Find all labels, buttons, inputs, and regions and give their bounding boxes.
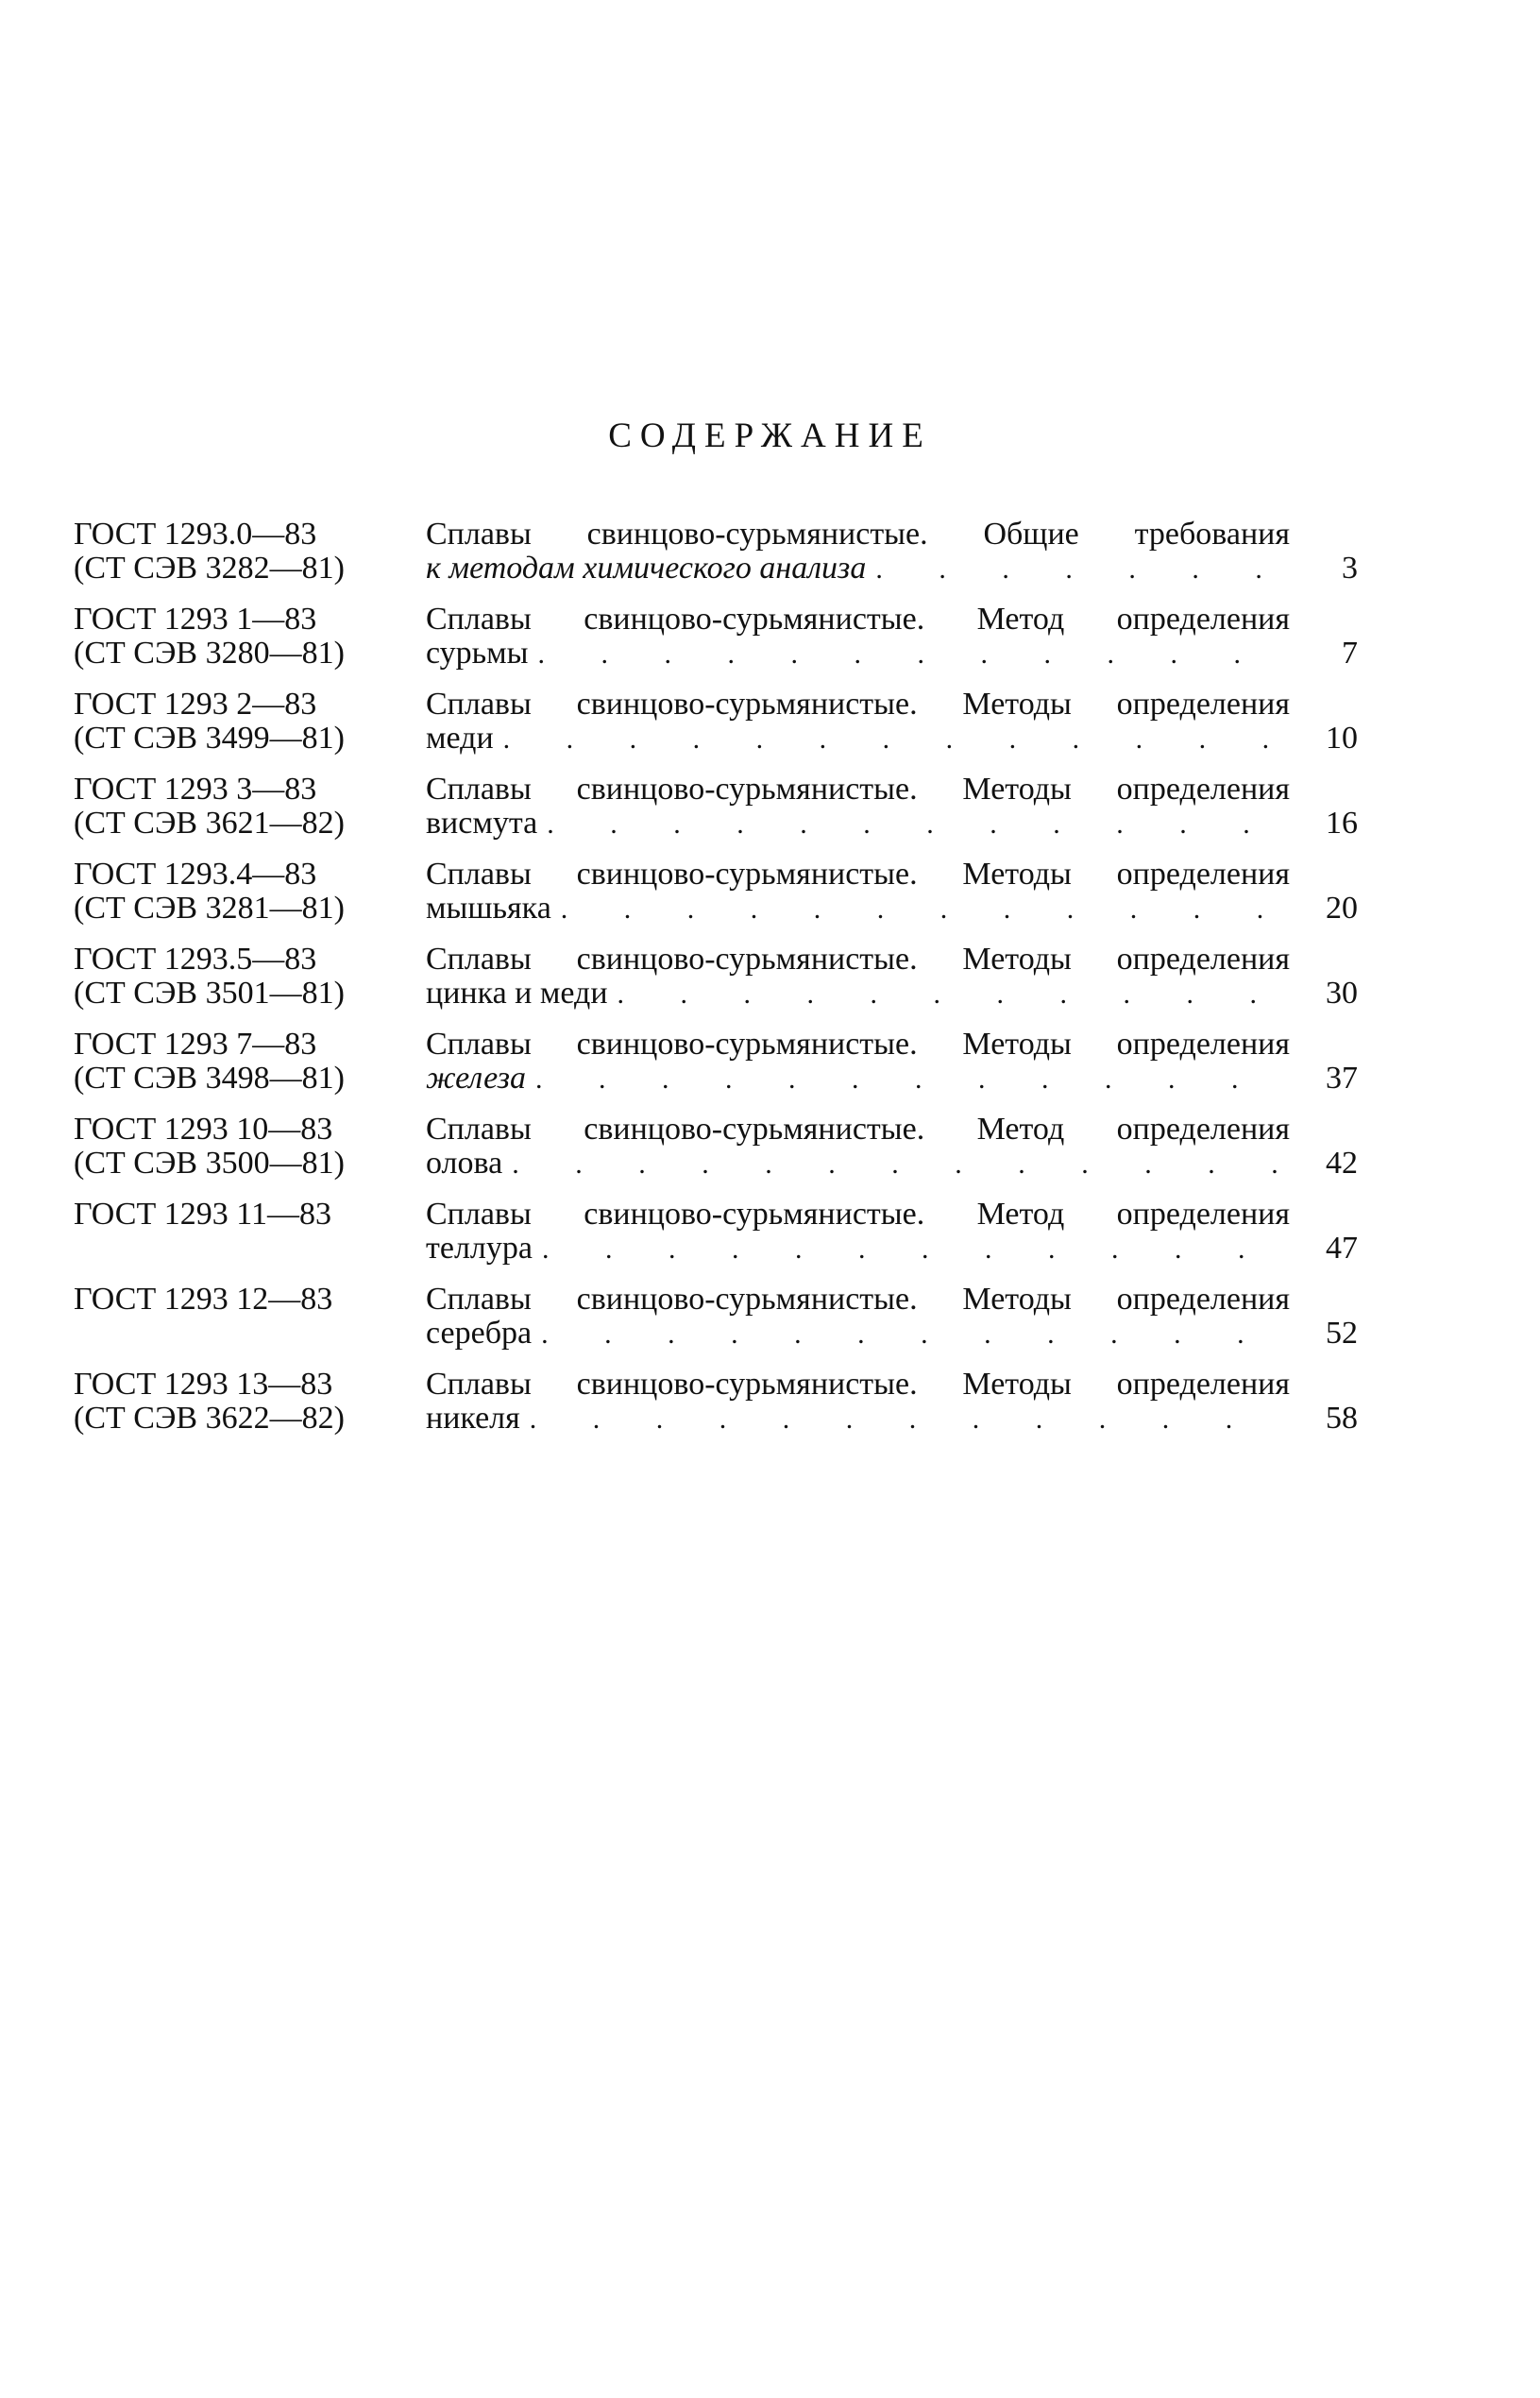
entry-title-line2: мышьяка [426, 891, 551, 926]
standard-ref [74, 518, 414, 586]
entry-title [426, 518, 1361, 587]
standard-number: ГОСТ 1293 11—83 [74, 1197, 331, 1232]
standard-ref [74, 1283, 414, 1317]
page-number: 7 [1342, 636, 1358, 671]
standard-number: ГОСТ 1293 10—83 [74, 1112, 333, 1147]
page-number: 42 [1326, 1146, 1358, 1181]
entry-title-line2: сурьмы [426, 636, 529, 671]
standard-number: ГОСТ 1293 13—83 [74, 1367, 333, 1402]
dot-leader [541, 1318, 1290, 1352]
page-number: 58 [1326, 1401, 1358, 1436]
entry-title-line2-row [426, 1232, 1290, 1267]
standard-number: ГОСТ 1293 2—83 [74, 687, 317, 722]
entry-title-line2: никеля [426, 1401, 520, 1436]
entry-title-line2-row [426, 892, 1290, 927]
entry-title [426, 858, 1361, 927]
entry-title-line2-row [426, 977, 1290, 1012]
entry-title [426, 943, 1361, 1012]
page-number: 52 [1326, 1316, 1358, 1351]
entry-title [426, 688, 1361, 757]
entry-title-line2: железа [426, 1061, 527, 1096]
dot-leader [535, 1063, 1290, 1097]
entry-title-line2: меди [426, 721, 494, 756]
page-number: 10 [1326, 721, 1358, 756]
entry-title-line2-row [426, 807, 1290, 842]
dot-leader [875, 553, 1290, 587]
toc-entry [74, 1283, 1358, 1368]
cmea-standard-number: (СТ СЭВ 3499—81) [74, 721, 345, 756]
entry-title-line2-row [426, 722, 1290, 757]
cmea-standard-number: (СТ СЭВ 3281—81) [74, 891, 345, 926]
standard-ref [74, 1198, 414, 1232]
dot-leader [538, 638, 1290, 672]
standard-ref [74, 603, 414, 671]
standard-ref [74, 1113, 414, 1181]
cmea-standard-number: (СТ СЭВ 3282—81) [74, 551, 345, 586]
toc-entry [74, 518, 1358, 603]
cmea-standard-number: (СТ СЭВ 3622—82) [74, 1401, 345, 1436]
entry-title-line1: Сплавы свинцово-сурьмянистые. Методы определения [426, 857, 1290, 892]
cmea-standard-number: (СТ СЭВ 3621—82) [74, 806, 345, 841]
standard-number: ГОСТ 1293.0—83 [74, 517, 317, 552]
entry-title-line1: Сплавы свинцово-сурьмянистые. Методы определения [426, 772, 1290, 807]
entry-title-line2: висмута [426, 806, 538, 841]
entry-title [426, 773, 1361, 842]
table-of-contents [74, 518, 1358, 1453]
standard-number: ГОСТ 1293 1—83 [74, 602, 317, 637]
standard-ref [74, 688, 414, 756]
standard-number: ГОСТ 1293.4—83 [74, 857, 317, 892]
page-number: 3 [1342, 551, 1358, 586]
dot-leader [618, 978, 1290, 1012]
entry-title-line1: Сплавы свинцово-сурьмянистые. Метод определения [426, 1112, 1290, 1147]
entry-title-line2: цинка и меди [426, 976, 608, 1011]
entry-title-line2-row [426, 637, 1290, 672]
entry-title [426, 1283, 1361, 1352]
page-number: 47 [1326, 1231, 1358, 1266]
cmea-standard-number: (СТ СЭВ 3498—81) [74, 1061, 345, 1096]
toc-entry [74, 1028, 1358, 1113]
dot-leader [547, 808, 1290, 842]
page-title: СОДЕРЖАНИЕ [608, 417, 932, 455]
entry-title-line2-row [426, 552, 1290, 587]
entry-title-line1: Сплавы свинцово-сурьмянистые. Метод определения [426, 1197, 1290, 1232]
entry-title-line1: Сплавы свинцово-сурьмянистые. Методы определения [426, 1367, 1290, 1402]
entry-title-line1: Сплавы свинцово-сурьмянистые. Методы определения [426, 687, 1290, 722]
toc-entry [74, 688, 1358, 773]
toc-entry [74, 943, 1358, 1028]
cmea-standard-number: (СТ СЭВ 3501—81) [74, 976, 345, 1011]
entry-title-line2: теллура [426, 1231, 533, 1266]
standard-number: ГОСТ 1293 12—83 [74, 1282, 333, 1317]
standard-ref [74, 773, 414, 841]
cmea-standard-number: (СТ СЭВ 3500—81) [74, 1146, 345, 1181]
toc-entry [74, 1198, 1358, 1283]
page-number: 16 [1326, 806, 1358, 841]
entry-title-line1: Сплавы свинцово-сурьмянистые. Методы определения [426, 1027, 1290, 1062]
entry-title-line2: к методам химического анализа [426, 551, 867, 586]
toc-entry [74, 1368, 1358, 1453]
dot-leader [561, 893, 1290, 927]
toc-entry [74, 773, 1358, 858]
page-number: 20 [1326, 891, 1358, 926]
entry-title [426, 603, 1361, 672]
toc-entry [74, 858, 1358, 943]
entry-title-line2-row [426, 1317, 1290, 1352]
entry-title-line1: Сплавы свинцово-сурьмянистые. Методы определения [426, 1282, 1290, 1317]
entry-title-line1: Сплавы свинцово-сурьмянистые. Методы определения [426, 942, 1290, 977]
entry-title [426, 1198, 1361, 1267]
page-number: 37 [1326, 1061, 1358, 1096]
entry-title [426, 1368, 1361, 1437]
dot-leader [542, 1233, 1290, 1267]
entry-title-line1: Сплавы свинцово-сурьмянистые. Общие требования [426, 517, 1290, 552]
standard-ref [74, 1028, 414, 1096]
standard-ref [74, 1368, 414, 1436]
entry-title-line2-row [426, 1402, 1290, 1437]
entry-title-line2-row [426, 1147, 1290, 1182]
dot-leader [512, 1148, 1290, 1182]
toc-entry [74, 1113, 1358, 1198]
dot-leader [530, 1403, 1290, 1437]
standard-ref [74, 858, 414, 926]
standard-number: ГОСТ 1293 7—83 [74, 1027, 317, 1062]
standard-ref [74, 943, 414, 1011]
entry-title-line2: серебра [426, 1316, 533, 1351]
entry-title [426, 1113, 1361, 1182]
dot-leader [503, 723, 1290, 757]
toc-entry [74, 603, 1358, 688]
page-number: 30 [1326, 976, 1358, 1011]
entry-title-line2-row [426, 1062, 1290, 1097]
entry-title-line2: олова [426, 1146, 503, 1181]
standard-number: ГОСТ 1293 3—83 [74, 772, 317, 807]
standard-number: ГОСТ 1293.5—83 [74, 942, 317, 977]
entry-title-line1: Сплавы свинцово-сурьмянистые. Метод определения [426, 602, 1290, 637]
cmea-standard-number: (СТ СЭВ 3280—81) [74, 636, 345, 671]
entry-title [426, 1028, 1361, 1097]
